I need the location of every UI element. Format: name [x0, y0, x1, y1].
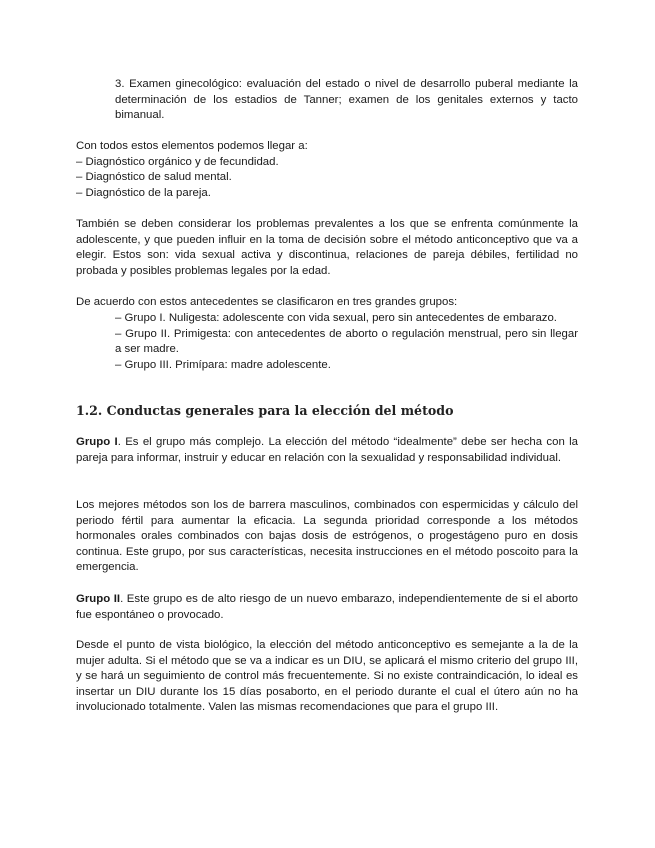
- problems-paragraph: También se deben considerar los problemas prevalentes a los que se enfrenta comúnmente la adolescente, y que pueden influir en la toma de decisión sobre el método anticonceptivo que va a elegir. Estos son: vida sexual activa y discontinua, relaciones de pareja débiles, fertilidad no probada y posibles problemas legales por la edad.: [76, 218, 578, 277]
- diagnoses-block: [76, 139, 578, 201]
- grupo1-paragraph: [76, 435, 578, 466]
- diagnosis-item: – Diagnóstico orgánico y de fecundidad.: [76, 155, 279, 168]
- section-heading: 1.2. Conductas generales para la elección del método: [76, 403, 454, 418]
- group-item: – Grupo III. Primípara: madre adolescente.: [115, 358, 331, 371]
- exam-item-paragraph: 3. Examen ginecológico: evaluación del estado o nivel de desarrollo puberal mediante la determinación de los estadios de Tanner; examen de los genitales externos y tacto bimanual.: [115, 78, 578, 122]
- biological-paragraph: Desde el punto de vista biológico, la elección del método anticonceptivo es semejante a la de la mujer adulta. Si el método que se va a indicar es un DIU, se aplicará el mismo criterio del grupo III, y se hará un seguimiento de control más frecuentemente. Si no existe contraindicación, lo ideal es insertar un DIU durante los 15 días posaborto, en el periodo durante el cual el útero aún no ha involucionado totalmente. Valen las mismas recomendaciones que para el grupo III.: [76, 639, 578, 714]
- grupo2-text: . Este grupo es de alto riesgo de un nuevo embarazo, independientemente de si el aborto fue espontáneo o provocado.: [76, 593, 578, 621]
- grupo1-text: . Es el grupo más complejo. La elección del método “idealmente” debe ser hecha con la pareja para informar, instruir y educar en relación con la sexualidad y responsabilidad individual.: [76, 436, 579, 464]
- methods-paragraph: Los mejores métodos son los de barrera masculinos, combinados con espermicidas y cálculo del periodo fértil para aumentar la eficacia. La segunda prioridad corresponde a los métodos hormonales orales combinados con bajas dosis de estrógenos, o progestágeno puro en dosis continua. Este grupo, por sus características, necesita instrucciones en el método poscoito para la emergencia.: [76, 499, 578, 574]
- group-item: – Grupo II. Primigesta: con antecedentes de aborto o regulación menstrual, pero sin llegar a ser madre.: [115, 327, 578, 356]
- groups-intro: De acuerdo con estos antecedentes se clasificaron en tres grandes grupos:: [76, 296, 458, 308]
- elements-intro: Con todos estos elementos podemos llegar a:: [76, 140, 308, 152]
- diagnosis-item: – Diagnóstico de salud mental.: [76, 171, 232, 184]
- grupo1-label: Grupo I: [76, 436, 118, 448]
- group-item: – Grupo I. Nuligesta: adolescente con vida sexual, pero sin antecedentes de embarazo.: [115, 312, 557, 324]
- diagnosis-item: – Diagnóstico de la pareja.: [76, 186, 211, 199]
- grupo2-paragraph: [76, 592, 578, 623]
- grupo2-label: Grupo II: [76, 593, 121, 605]
- groups-list: [115, 311, 578, 373]
